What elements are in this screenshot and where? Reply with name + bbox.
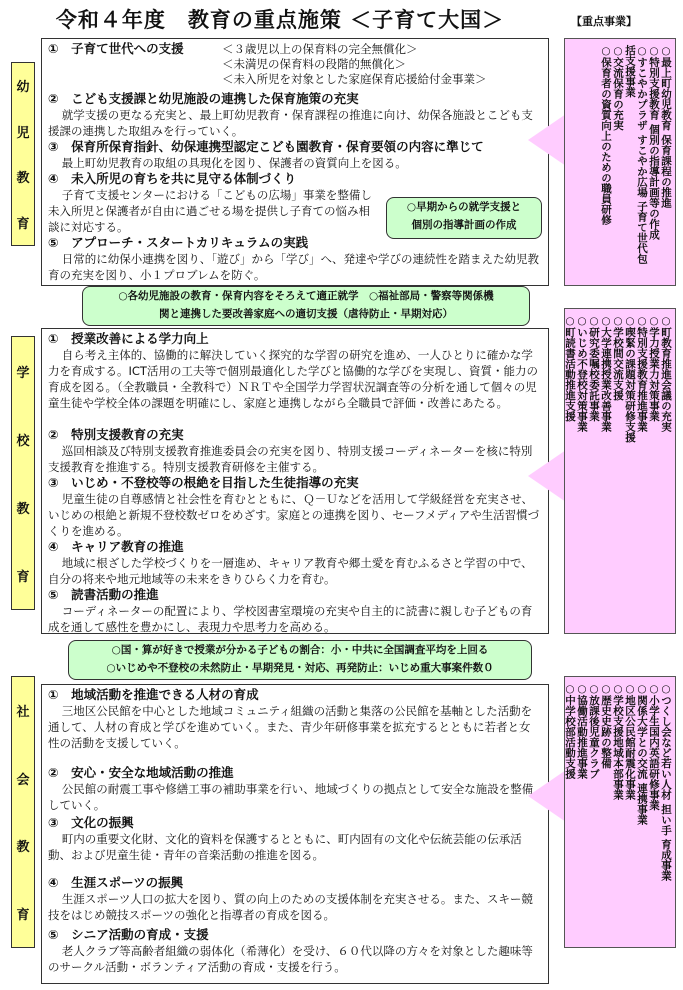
- section-label-char: 幼: [16, 80, 30, 96]
- key-project: ○特別支援教育推進事業: [636, 315, 648, 432]
- school-item-3: [48, 475, 542, 539]
- key-project: 括支援事業: [624, 45, 636, 98]
- key-project: ○関係大学との交流 連携事業: [636, 683, 648, 825]
- item-heading: ② 安心・安全な地域活動の推進: [48, 765, 234, 780]
- infant-school-bridge-note: [82, 286, 530, 326]
- key-project: ○喫緊の課題対策研修支援: [624, 315, 636, 443]
- item-heading: ④ 未入所児の育ちを共に見守る体制づくり: [48, 171, 297, 186]
- infant-key-projects: [564, 38, 676, 286]
- infant-item-3: [48, 139, 542, 171]
- section-label-school: [11, 336, 35, 610]
- early-support-note: [386, 197, 542, 239]
- section-label-char: 会: [16, 772, 30, 788]
- section-label-char: 校: [16, 433, 30, 449]
- key-project: ○中学校部活動支援: [564, 683, 576, 779]
- note-line: ○国・算が好きで授業が分かる子どもの割合：小・中共に全国調査平均を上回る: [111, 644, 489, 656]
- key-project: ○交流保育の充実: [612, 45, 624, 131]
- item-heading: ② こども支援課と幼児施設の連携した保育施策の充実: [48, 91, 359, 106]
- school-item-1: [48, 331, 542, 411]
- infant-item-1-subpoints: [222, 42, 487, 87]
- school-targets-note: [68, 640, 532, 680]
- item-body: 日常的に幼保小連携を図り、「遊び」から「学び」へ、発達や学びの連続性を踏まえた幼児教育の充実を図り、小１プロブレムを防ぐ。: [48, 252, 540, 282]
- social-item-1: [48, 687, 542, 751]
- section-label-char: 児: [16, 125, 30, 141]
- key-project: ○学力授業力対策事業: [648, 315, 660, 422]
- social-item-4: [48, 875, 542, 923]
- school-education-panel: [41, 328, 549, 634]
- section-label-char: 学: [16, 365, 30, 381]
- item-body: 自ら考え主体的、協働的に解決していく探究的な学習の研究を進め、一人ひとりに確かな学力を育成する。ICT活用の工夫等で個別最適化した学びと協働的な学びを実現し、資質・能力の育成を図る。（全教職員・全教科で）ＮＲＴや全国学力学習状況調査等の分析を通して個々の児童生徒や学校全体の課題を明確にし、家庭と連携しながら全職員で評価・改善にあたる。: [48, 348, 538, 410]
- infant-education-panel: [41, 38, 549, 286]
- section-label-social: [11, 676, 35, 948]
- key-project: ○放課後児童クラブ: [588, 683, 600, 779]
- infant-item-5: [48, 235, 542, 283]
- item-heading: ① 授業改善による学力向上: [48, 331, 209, 346]
- item-body: 子育て支援センターにおける「こどもの広場」事業を整備し未入所児と保護者が自由に過ごせる場を提供し子育ての悩み相談に対応する。: [48, 188, 372, 234]
- item-heading: ⑤ 読書活動の推進: [48, 587, 159, 602]
- item-heading: ③ いじめ・不登校等の根絶を目指した生徒指導の充実: [48, 475, 359, 490]
- section-label-char: 育: [16, 216, 30, 232]
- item-heading: ③ 保育所保育指針、幼保連携型認定こども園教育・保育要領の内容に準じて: [48, 139, 484, 154]
- item-heading: ④ 生涯スポーツの振興: [48, 875, 184, 890]
- key-project: ○つくし会など若い人材 担い手 育成事業: [660, 683, 672, 881]
- social-education-panel: [41, 684, 549, 984]
- infant-item-2: [48, 91, 542, 139]
- key-project: ○学校間交流支援: [612, 315, 624, 401]
- social-item-2: [48, 765, 542, 813]
- item-body: 巡回相談及び特別支援教育推進委員会の充実を図り、特別支援コーディネーターを核に特別支援教育を推進する。特別支援教育研修を主催する。: [48, 444, 533, 474]
- item-heading: ③ 文化の振興: [48, 815, 134, 830]
- key-project: ○歴史史跡の整備: [600, 683, 612, 769]
- item-body: 就学支援の更なる充実と、最上町幼児教育・保育課程の推進に向け、幼保各施設とこども支援課の連携した取組みを行っていく。: [48, 108, 533, 138]
- item-heading: ② 特別支援教育の充実: [48, 427, 184, 442]
- key-project: ○小学生国内英語研修事業: [648, 683, 660, 811]
- key-project: ○保育者の資質向上のための職員研修: [600, 45, 612, 225]
- key-project: ○研究委嘱校委託事業: [588, 315, 600, 422]
- section-label-char: 教: [16, 171, 30, 187]
- item-body: 老人クラブ等高齢者組織の弱体化（希薄化）を受け、６０代以降の方々を対象とした趣味等のサークル活動・ボランティア活動の育成・支援を行う。: [48, 944, 533, 974]
- key-project: ○最上町幼児教育 保育課程の推進: [660, 45, 672, 208]
- item-heading: ① 地域活動を推進できる人材の育成: [48, 687, 259, 702]
- key-project: ○いじめ不登校対策事業: [576, 315, 588, 432]
- school-item-4: [48, 539, 542, 587]
- section-label-infant: [11, 62, 35, 246]
- school-arrow-icon: [528, 450, 566, 502]
- item-heading: ⑤ アプローチ・スタートカリキュラムの実践: [48, 235, 309, 250]
- key-project: ○町教育推進会議の充実: [660, 315, 672, 432]
- key-project: ○協働活動推進事業: [576, 683, 588, 779]
- social-arrow-icon: [528, 770, 566, 822]
- key-project: ○地区公民館耐震化事業: [624, 683, 636, 800]
- key-project: ○特別支援教育 個別の指導計画等の作成: [648, 45, 660, 240]
- key-project: ○学校支援地域本部事業: [612, 683, 624, 800]
- section-label-char: 教: [16, 840, 30, 856]
- item-body: 公民館の耐震工事や修繕工事の補助事業を行い、地域づくりの拠点として安全な施設を整備していく。: [48, 782, 534, 812]
- note-line: 個別の指導計画の作成: [411, 219, 517, 231]
- item-heading: ④ キャリア教育の推進: [48, 539, 184, 554]
- item-body: コーディネーターの配置により、学校図書室環境の充実や自主的に読書に親しむ子どもの育成を通して感性を豊かにし、表現力や思考力を高める。: [48, 604, 533, 634]
- subpoint: ＜未入所児を対象とした家庭保育応援給付金事業＞: [222, 72, 487, 86]
- infant-item-4: [48, 171, 378, 235]
- section-label-char: 育: [16, 907, 30, 923]
- subpoint: ＜未満児の保育料の段階的無償化＞: [222, 57, 406, 71]
- school-item-5: [48, 587, 542, 635]
- note-line: ○早期からの就学支援と: [406, 201, 522, 213]
- item-body: 三地区公民館を中心とした地域コミュニティ組織の活動と集落の公民館を基軸とした活動を通して、人材の育成と学びを進めていく。また、青少年研修事業を拡充するとともに若者と女性の活動を支援していく。: [48, 704, 533, 750]
- section-label-char: 育: [16, 569, 30, 585]
- key-project: ○町読書活動推進支援: [564, 315, 576, 422]
- page-title: 令和４年度 教育の重点施策 ＜子育て大国＞: [55, 8, 505, 32]
- item-body: 地域に根ざした学校づくりを一層進め、キャリア教育や郷土愛を育むふるさと学習の中で、自分の将来や地元地域等の未来をきりひらく力を育む。: [48, 556, 533, 586]
- item-body: 生涯スポーツ人口の拡大を図り、質の向上のための支援体制を充実させる。また、スキー競技をはじめ競技スポーツの強化と指導者の育成を図る。: [48, 892, 533, 922]
- note-line: 関と連携した要改善家庭への適切支援（虐待防止・早期対応）: [159, 308, 453, 320]
- school-key-projects: [564, 308, 676, 634]
- item-heading: ⑤ シニア活動の育成・支援: [48, 927, 209, 942]
- section-label-char: 社: [16, 705, 30, 721]
- section-label-char: 教: [16, 501, 30, 517]
- social-item-5: [48, 927, 542, 975]
- subpoint: ＜３歳児以上の保育料の完全無償化＞: [222, 42, 418, 56]
- item-heading: ① 子育て世代への支援: [48, 41, 184, 56]
- school-item-2: [48, 427, 542, 475]
- note-line: ○いじめや不登校の未然防止・早期発見・対応、再発防止：いじめ重大事案件数０: [106, 662, 494, 674]
- key-project: ○大学連携授業改善事業: [600, 315, 612, 432]
- item-body: 最上町幼児教育の取組の具現化を図り、保護者の資質向上を図る。: [61, 156, 407, 170]
- social-key-projects: [564, 676, 676, 948]
- key-projects-label: 【重点事業】: [571, 15, 637, 28]
- key-project: ○すこやかプラザ すこやか広場 子育て世代包: [636, 45, 648, 264]
- item-body: 町内の重要文化財、文化的資料を保護するとともに、町内固有の文化や伝統芸能の伝承活動、および児童生徒・青年の音楽活動の推進を図る。: [48, 832, 522, 862]
- social-item-3: [48, 815, 542, 863]
- note-line: ○各幼児施設の教育・保育内容をそろえて適正就学 ○福祉部局・警察等関係機: [118, 290, 494, 302]
- item-body: 児童生徒の自尊感情と社会性を育むとともに、Ｑ－Ｕなどを活用して学級経営を充実させ、いじめの根絶と新規不登校数ゼロをめざす。家庭との連携を図り、セーフメディアや生活習慣づくりを進める。: [48, 492, 540, 538]
- infant-arrow-icon: [528, 114, 566, 166]
